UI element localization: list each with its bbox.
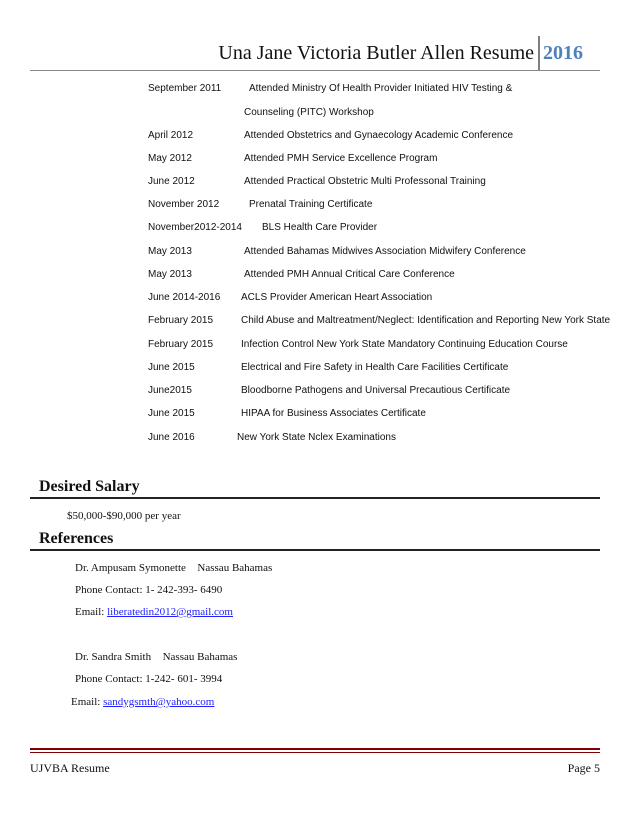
resume-title: Una Jane Victoria Butler Allen Resume: [218, 42, 534, 64]
footer-rule-thick: [30, 748, 600, 750]
training-desc: ACLS Provider American Heart Association: [241, 292, 433, 303]
training-date: June 2014-2016: [148, 292, 221, 303]
reference-name: Dr. Ampusam Symonette: [75, 562, 186, 574]
reference-name-line: [75, 651, 237, 663]
training-desc: Counseling (PITC) Workshop: [244, 107, 374, 118]
training-date: September 2011: [148, 83, 222, 94]
training-desc: Attended PMH Service Excellence Program: [244, 153, 438, 164]
training-date: June2015: [148, 385, 192, 396]
training-desc: Attended Practical Obstetric Multi Professonal Training: [244, 176, 486, 187]
reference-location: Nassau Bahamas: [197, 562, 273, 574]
training-desc: Attended Ministry Of Health Provider Initiated HIV Testing &: [249, 83, 513, 94]
resume-year: 2016: [543, 42, 583, 64]
reference-name: Dr. Sandra Smith: [75, 651, 152, 663]
reference-email-link[interactable]: liberatedin2012@gmail.com: [107, 606, 233, 618]
training-date: February 2015: [148, 339, 214, 350]
email-label: Email:: [71, 696, 101, 708]
reference-email-line: [75, 606, 233, 618]
training-desc: Electrical and Fire Safety in Health Care Facilities Certificate: [241, 362, 509, 373]
training-date: June 2016: [148, 432, 195, 443]
training-desc: Child Abuse and Maltreatment/Neglect: Identification and Reporting New York State: [241, 315, 611, 326]
footer-page-number: Page 5: [567, 761, 600, 775]
reference-phone: Phone Contact: 1- 242-393- 6490: [75, 584, 223, 596]
email-label: Email:: [75, 606, 105, 618]
references-heading: References: [39, 530, 114, 547]
training-date: May 2012: [148, 153, 192, 164]
training-date: May 2013: [148, 269, 192, 280]
salary-heading: Desired Salary: [39, 478, 140, 495]
training-date: June 2015: [148, 362, 195, 373]
training-date: November 2012: [148, 199, 220, 210]
reference-phone: Phone Contact: 1-242- 601- 3994: [75, 673, 223, 685]
reference-email-line: [71, 696, 214, 708]
salary-rule: [30, 497, 600, 499]
footer-rule-thin: [30, 752, 600, 753]
training-desc: Attended PMH Annual Critical Care Conference: [244, 269, 455, 280]
header-rule: [30, 70, 600, 71]
salary-text: $50,000-$90,000 per year: [67, 510, 181, 522]
training-date: February 2015: [148, 315, 214, 326]
training-desc: Attended Bahamas Midwives Association Midwifery Conference: [244, 246, 526, 257]
reference-location: Nassau Bahamas: [162, 651, 238, 663]
training-desc: Bloodborne Pathogens and Universal Precautious Certificate: [241, 385, 511, 396]
training-desc: Prenatal Training Certificate: [249, 199, 373, 210]
reference-email-link[interactable]: sandygsmth@yahoo.com: [103, 696, 215, 708]
page-header: [0, 36, 638, 76]
training-desc: Attended Obstetrics and Gynaecology Academic Conference: [244, 130, 514, 141]
training-desc: HIPAA for Business Associates Certificate: [241, 408, 426, 419]
training-date: June 2012: [148, 176, 195, 187]
training-date: June 2015: [148, 408, 195, 419]
training-desc: BLS Health Care Provider: [262, 222, 378, 233]
training-date: April 2012: [148, 130, 194, 141]
reference-name-line: [75, 562, 272, 574]
training-date: November2012-2014: [148, 222, 242, 233]
footer-doc-name: UJVBA Resume: [30, 761, 110, 775]
training-desc: New York State Nclex Examinations: [237, 432, 396, 443]
training-date: May 2013: [148, 246, 192, 257]
references-rule: [30, 549, 600, 551]
training-desc: Infection Control New York State Mandatory Continuing Education Course: [241, 339, 568, 350]
